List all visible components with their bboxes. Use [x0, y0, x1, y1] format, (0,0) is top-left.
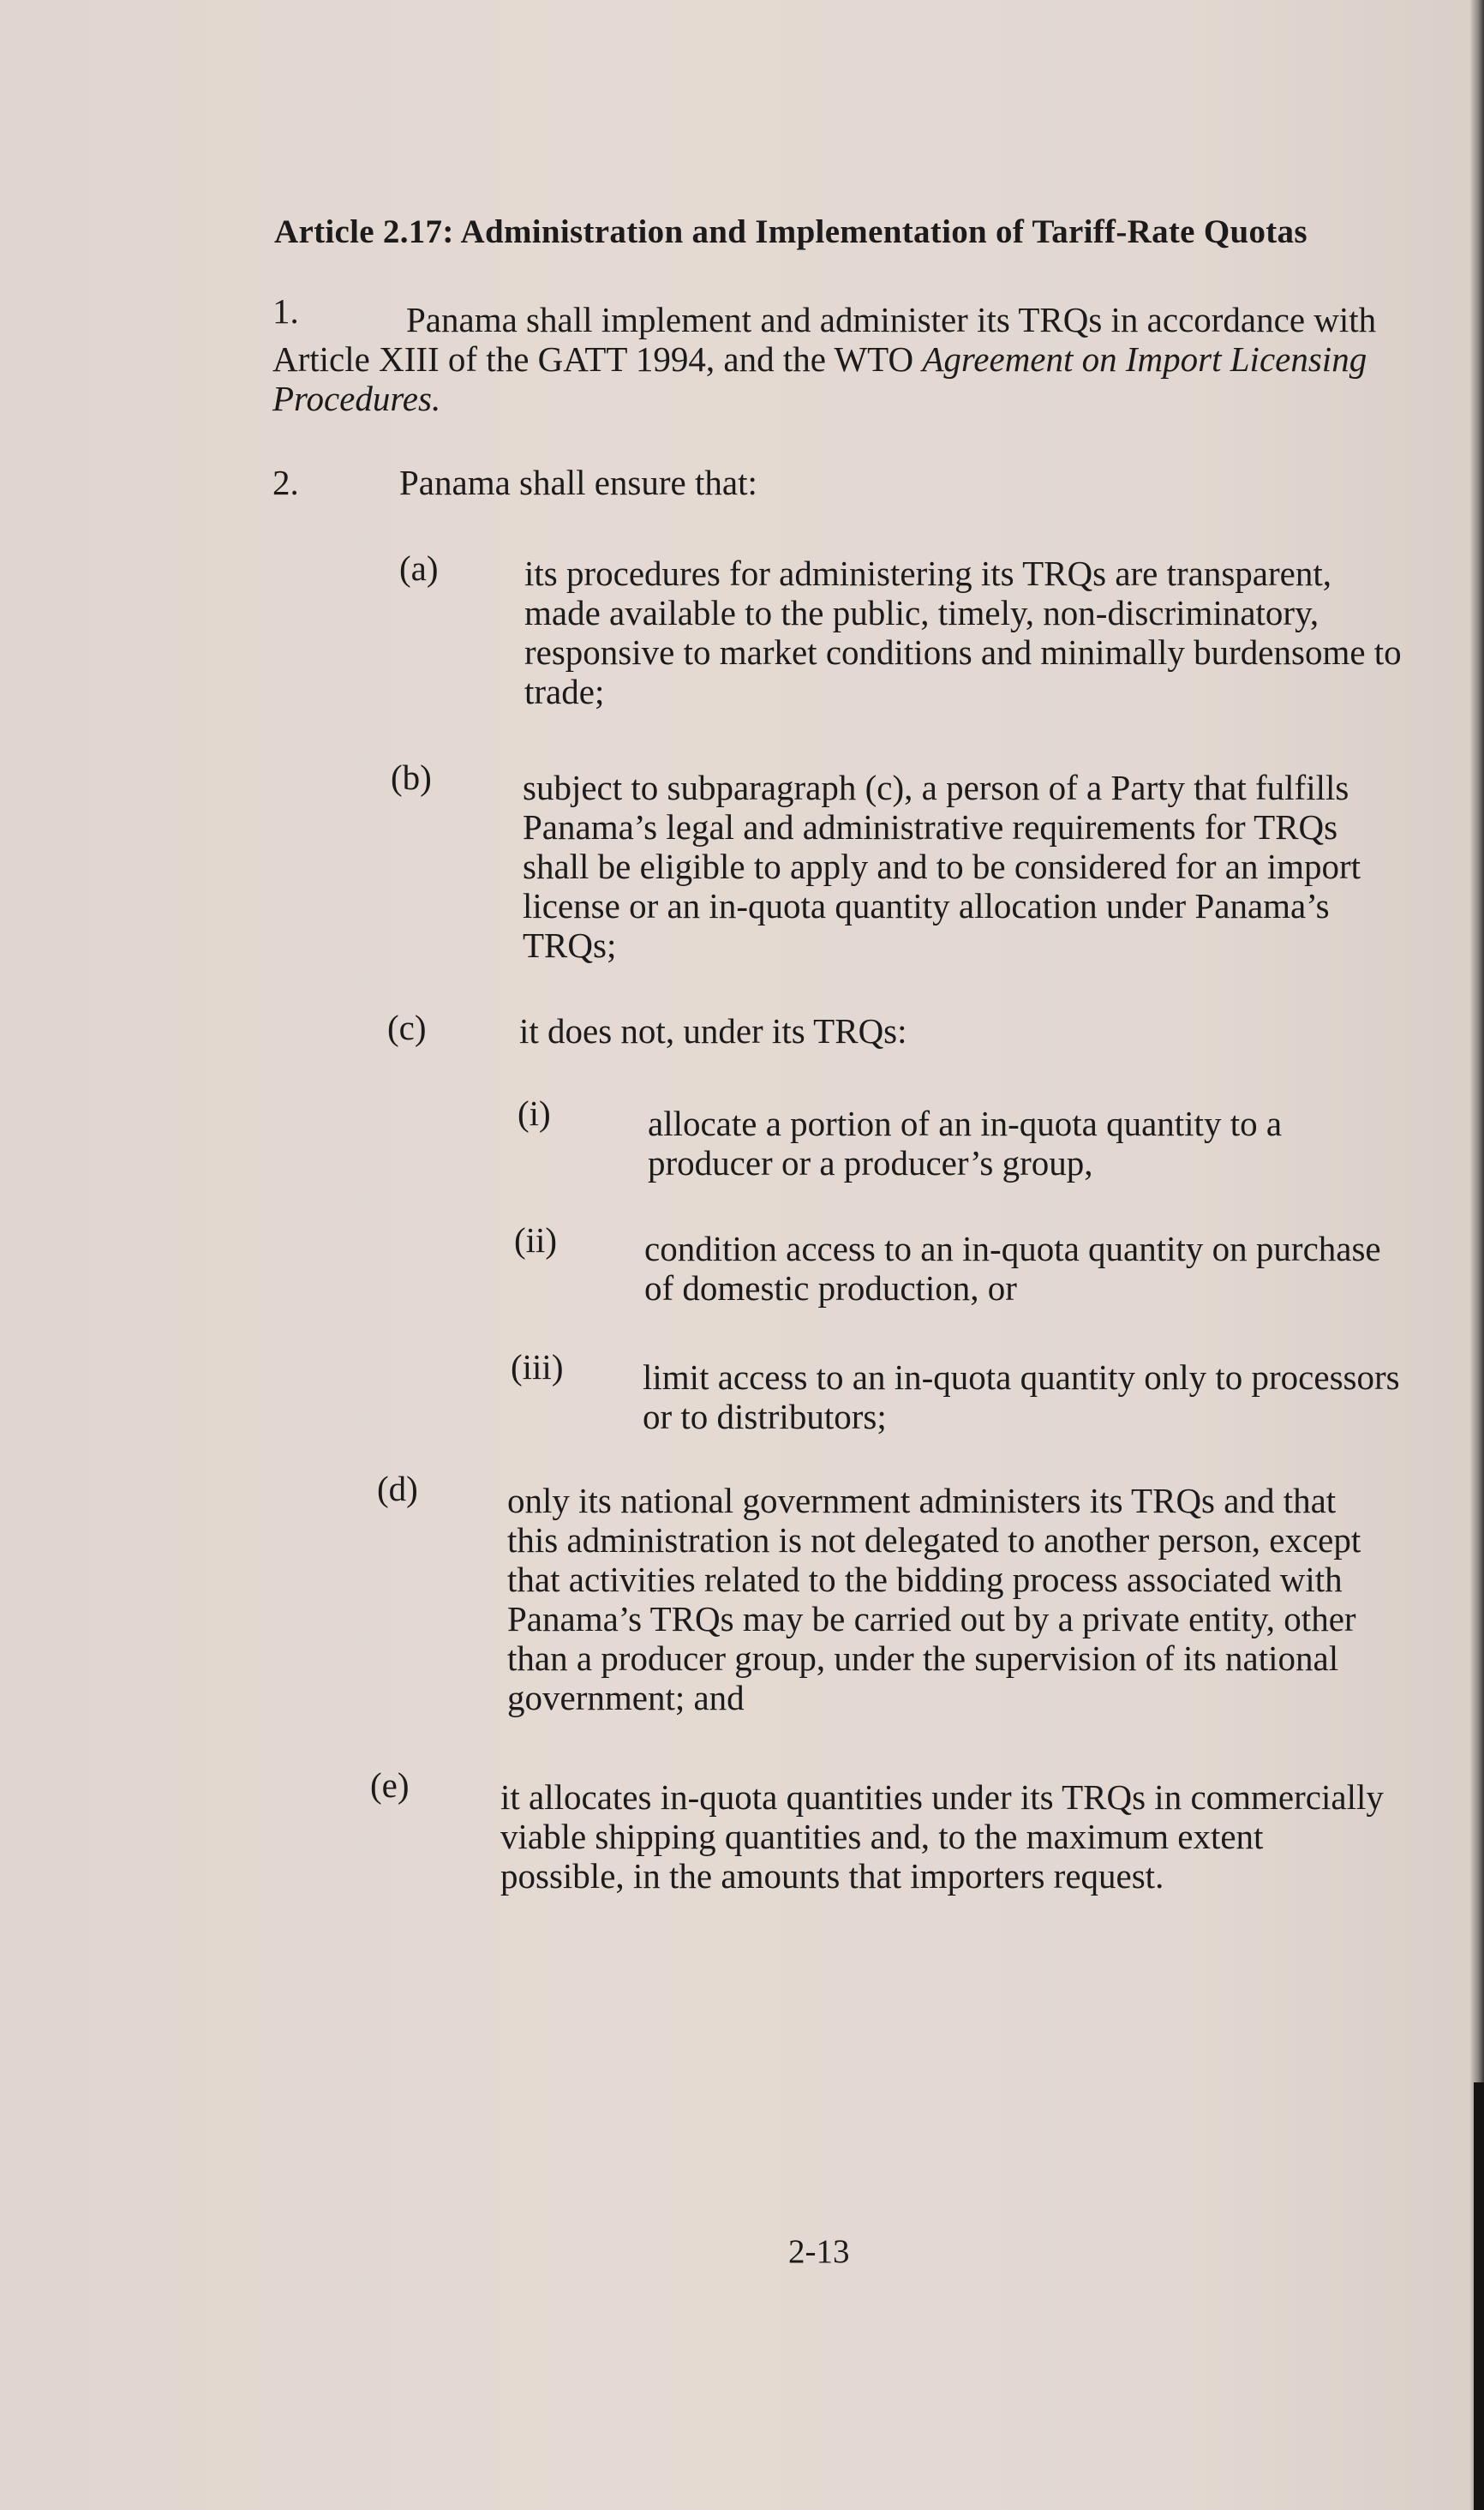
para2-intro: Panama shall ensure that: — [399, 463, 757, 502]
item-line: TRQs; — [523, 926, 617, 965]
subitem-i-text — [648, 1104, 1282, 1183]
para1-line2-regular: Article XIII of the GATT 1994, and the WTO — [272, 339, 923, 379]
item-line: limit access to an in-quota quantity only to processors — [643, 1357, 1400, 1397]
item-line: that activities related to the bidding process associated with — [507, 1560, 1343, 1599]
item-b-text — [523, 768, 1361, 965]
item-line: trade; — [524, 672, 605, 711]
item-line: made available to the public, timely, non-discriminatory, — [524, 593, 1319, 632]
article-title: Article 2.17: Administration and Implementation of Tariff-Rate Quotas — [274, 213, 1307, 250]
item-line: it allocates in-quota quantities under its TRQs in commercially — [500, 1777, 1384, 1817]
item-line: it does not, under its TRQs: — [519, 1011, 907, 1051]
item-line: government; and — [507, 1678, 745, 1717]
subitem-ii-text — [644, 1229, 1381, 1308]
para1-line: Panama shall implement and administer its TRQs in accordance with — [406, 300, 1377, 339]
para1-line: Procedures. — [272, 379, 441, 418]
item-line: of domestic production, or — [644, 1268, 1017, 1308]
item-a-text — [524, 554, 1402, 711]
item-line: subject to subparagraph (c), a person of a Party that fulfills — [523, 768, 1349, 807]
subitem-iii-label: (iii) — [511, 1347, 564, 1387]
item-line: than a producer group, under the supervision of its national — [507, 1638, 1339, 1678]
item-d-label: (d) — [377, 1469, 418, 1508]
item-line: shall be eligible to apply and to be considered for an import — [523, 847, 1361, 886]
item-c-text — [519, 1011, 907, 1051]
para1-text — [272, 300, 1438, 418]
item-e-text — [500, 1777, 1384, 1896]
item-line: only its national government administers its TRQs and that — [507, 1481, 1337, 1520]
para1-agreement-title: Agreement on Import Licensing — [922, 339, 1367, 379]
subitem-i-label: (i) — [518, 1093, 551, 1133]
para2-number: 2. — [272, 463, 299, 502]
item-line: this administration is not delegated to another person, except — [507, 1520, 1361, 1560]
page-number: 2-13 — [788, 2233, 850, 2270]
item-line: Panama’s TRQs may be carried out by a private entity, other — [507, 1599, 1356, 1638]
item-line: allocate a portion of an in-quota quantity to a — [648, 1104, 1283, 1143]
para1-number: 1. — [272, 291, 299, 331]
subitem-iii-text — [643, 1357, 1400, 1436]
item-line: possible, in the amounts that importers request. — [500, 1856, 1164, 1896]
item-line: Panama’s legal and administrative requirements for TRQs — [523, 807, 1338, 847]
item-c-label: (c) — [387, 1008, 427, 1047]
item-e-label: (e) — [370, 1765, 410, 1805]
item-line: producer or a producer’s group, — [648, 1143, 1093, 1183]
item-line: responsive to market conditions and minimally burdensome to — [524, 632, 1402, 672]
item-d-text — [507, 1481, 1361, 1717]
item-a-label: (a) — [399, 548, 439, 588]
item-line: license or an in-quota quantity allocation under Panama’s — [523, 886, 1330, 926]
item-line: or to distributors; — [643, 1397, 887, 1436]
item-line: its procedures for administering its TRQs are transparent, — [524, 554, 1331, 593]
item-line: viable shipping quantities and, to the maximum extent — [500, 1817, 1264, 1856]
subitem-ii-label: (ii) — [514, 1220, 558, 1260]
para1-line — [272, 339, 1438, 379]
item-b-label: (b) — [391, 758, 432, 797]
item-line: condition access to an in-quota quantity on purchase — [644, 1229, 1381, 1268]
page-binding-shadow — [1474, 2082, 1484, 2510]
